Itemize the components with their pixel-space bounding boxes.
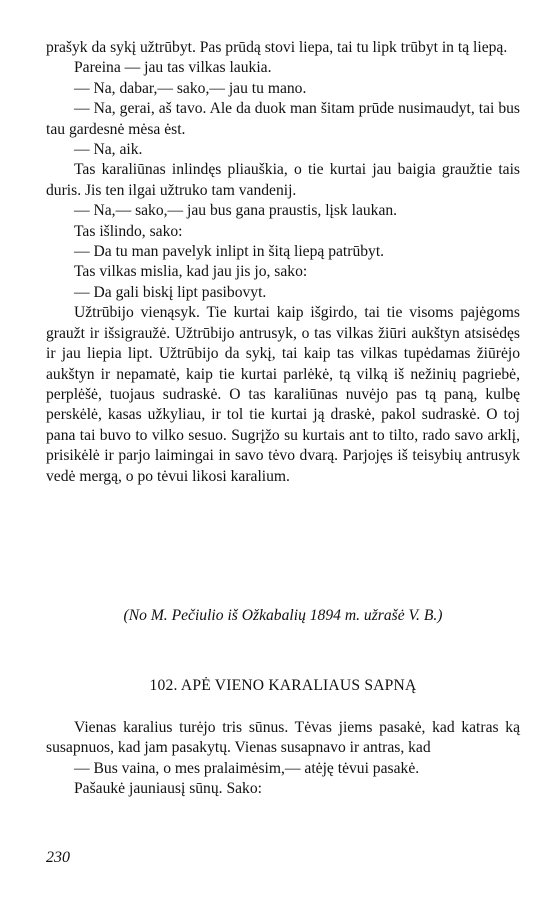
paragraph: — Da tu man pavelyk inlipt in šitą liepą patrūbyt. bbox=[74, 243, 385, 261]
paragraph: Tas karaliūnas inlindęs pliauškia, o tie kurtai jau baigia graužtie tais duris. Jis ten ilgai užtruko tam vandenij. bbox=[46, 161, 520, 199]
paragraph: — Na, aik. bbox=[74, 141, 143, 159]
paragraph: Pareina — jau tas vilkas laukia. bbox=[74, 59, 272, 77]
paragraph: Pašaukė jauniausį sūnų. Sako: bbox=[74, 780, 262, 798]
paragraph: — Na,— sako,— jau bus gana praustis, lįsk laukan. bbox=[74, 202, 398, 220]
paragraph: prašyk da sykį užtrūbyt. Pas prūdą stovi liepa, tai tu lipk trūbyt in tą liepą. bbox=[46, 39, 508, 56]
paragraph: — Na, gerai, aš tavo. Ale da duok man šitam prūde nusimaudyt, tai bus tau gardesnė mėsa ėst. bbox=[46, 100, 520, 138]
chapter-title: 102. APĖ VIENO KARALIAUS SAPNĄ bbox=[149, 677, 417, 694]
paragraph: Vienas karalius turėjo tris sūnus. Tėvas jiems pasakė, kad katras ką susapnuos, kad jam pasakytų. Vienas susapnavo ir antras, kad bbox=[46, 719, 520, 757]
paragraph: Užtrūbijo vienąsyk. Tie kurtai kaip išgirdo, tai tie visoms pajėgoms graužt ir išsigraužė. Užtrūbijo antrusyk, o tas vilkas žiūri aukštyn atsisėdęs ir jau liepia lipt. Užtrūbijo da sykį, tai kaip tas vilkas tupėdamas žiūrėjo aukštyn ir nepamatė, kaip tie kurtai parlėkė, tą vilką iš nežinių pagriebė, perplėšė, tuojaus sudraskė. O tas karaliūnas nuvėjo pas tą paną, kulbę perskėlė, kasas užkyliau, ir tol tie kurtai ją draskė, pakol sudraskė. O toj pana tai buvo to vilko sesuo. Sugrįžo su kurtais ant to tilto, rado savo arklį, prisikėlė ir parjo laimingai in savo tėvo dvarą. Parjojęs iš teisybių antrusyk vedė mergą, o po tėvui likosi karalium. bbox=[46, 304, 520, 485]
story-continuation bbox=[46, 38, 520, 487]
chapter-opening bbox=[46, 718, 520, 800]
paragraph: Tas vilkas mislia, kad jau jis jo, sako: bbox=[74, 263, 308, 281]
page-number: 230 bbox=[46, 849, 70, 866]
paragraph: — Bus vaina, o mes pralaimėsim,— atėję tėvui pasakė. bbox=[74, 759, 420, 777]
paragraph: Tas išlindo, sako: bbox=[74, 222, 183, 240]
paragraph: — Da gali biskį lipt pasibovyt. bbox=[74, 283, 267, 301]
paragraph: — Na, dabar,— sako,— jau tu mano. bbox=[74, 79, 307, 97]
source-note: (No M. Pečiulio iš Ožkabalių 1894 m. užrašė V. B.) bbox=[123, 607, 443, 624]
